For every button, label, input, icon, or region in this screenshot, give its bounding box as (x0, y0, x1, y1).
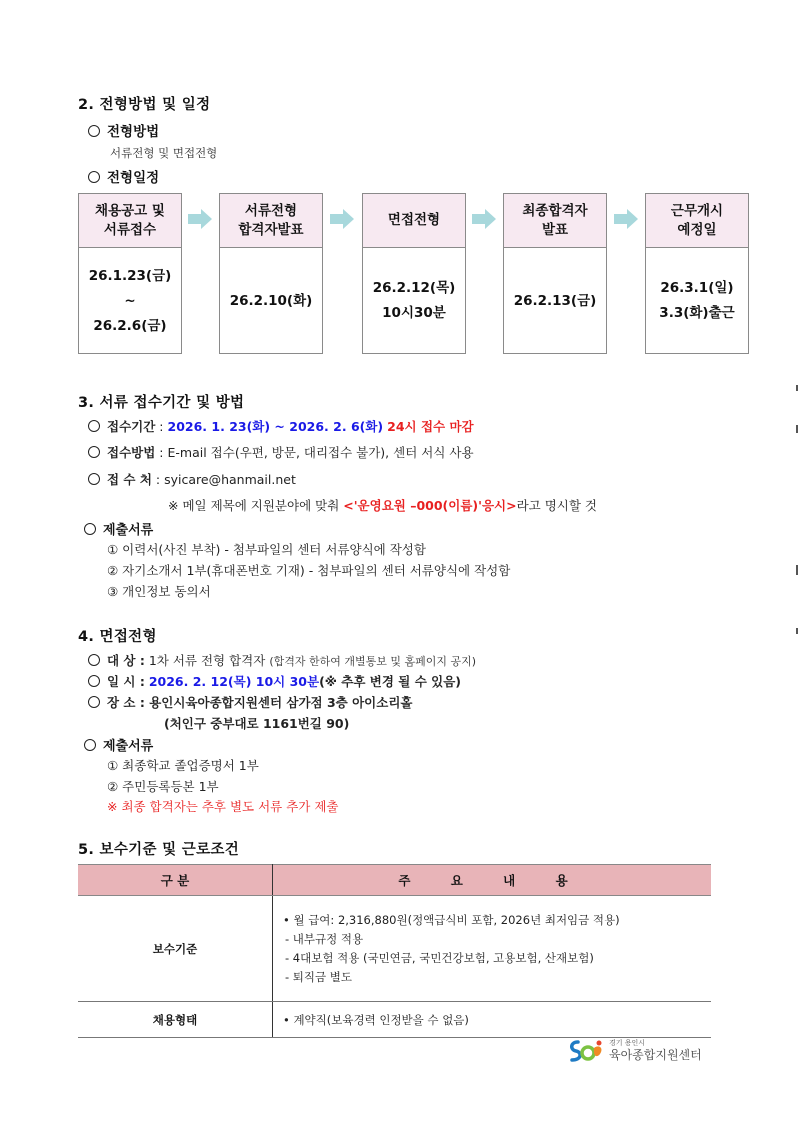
mail-subject-note: ※ 메일 제목에 지원분야에 맞춰 <'운영요원 –000(이름)'응시>라고 명시할 것 (168, 498, 597, 513)
recipient-row: 접 수 처 : syicare@hanmail.net (88, 470, 296, 488)
step-body: 26.2.13(금) (513, 292, 597, 309)
place-row: 장 소 : 용인시육아종합지원센터 삼가점 3층 아이소리홀 (88, 693, 412, 711)
right-arrow-icon (188, 209, 212, 229)
doc-item: ② 자기소개서 1부(휴대폰번호 기재) - 첨부파일의 센터 서류양식에 작성함 (107, 563, 511, 578)
circle-bullet-icon (88, 446, 100, 458)
edge-mark (796, 628, 798, 634)
circle-bullet-icon (88, 171, 100, 183)
period-row: 접수기간 : 2026. 1. 23(화) ~ 2026. 2. 6(화) 24시 접수 마감 (88, 417, 474, 435)
circle-bullet-icon (88, 654, 100, 666)
step-head: 최종합격자 발표 (504, 194, 606, 248)
right-arrow-icon (472, 209, 496, 229)
step-head: 채용공고 및 서류접수 (79, 194, 181, 248)
doc-item: ③ 개인정보 동의서 (107, 584, 211, 599)
docs-heading: 제출서류 (84, 735, 153, 754)
email-link[interactable]: syicare@hanmail.net (164, 472, 296, 487)
method-heading: 전형방법 (88, 120, 159, 140)
column-header: 구 분 (78, 865, 273, 896)
circle-bullet-icon (88, 696, 100, 708)
section4-title: 4. 면접전형 (78, 629, 157, 645)
circle-bullet-icon (84, 523, 96, 535)
circle-bullet-icon (88, 473, 100, 485)
table-row (78, 896, 711, 1002)
place-address: (처인구 중부대로 1161번길 90) (164, 716, 350, 731)
step-body: 26.1.23(금) ~ 26.2.6(금) (88, 267, 172, 334)
section5-title: 5. 보수기준 및 근로조건 (78, 842, 240, 858)
center-logo: 경기 용인시 육아종합지원센터 (566, 1038, 702, 1064)
schedule-step-4 (503, 193, 607, 354)
row-content: • 계약직(보육경력 인정받을 수 없음) (273, 1002, 712, 1038)
circle-bullet-icon (88, 125, 100, 137)
edge-mark (796, 385, 798, 391)
edge-mark (796, 425, 798, 433)
table-row (78, 1002, 711, 1038)
schedule-heading: 전형일정 (88, 166, 159, 186)
step-body: 26.2.12(목) 10시30분 (372, 280, 456, 321)
right-arrow-icon (330, 209, 354, 229)
schedule-step-5 (645, 193, 749, 354)
schedule-step-2 (219, 193, 323, 354)
center-logo-icon (566, 1038, 606, 1064)
row-content: • 월 급여: 2,316,880원(정액급식비 포함, 2026년 최저임금 적용) - 내부규정 적용 - 4대보험 적용 (국민연금, 국민건강보험, 고용보험, 산재보험) - 퇴직금 별도 (273, 896, 712, 1002)
row-label: 보수기준 (78, 896, 273, 1002)
conditions-table (78, 864, 711, 1038)
schedule-step-1 (78, 193, 182, 354)
table-header-row (78, 865, 711, 896)
column-header: 주 요 내 용 (273, 865, 712, 896)
edge-mark (796, 565, 798, 575)
section2-title: 2. 전형방법 및 일정 (78, 97, 211, 113)
row-label: 채용형태 (78, 1002, 273, 1038)
step-body: 26.3.1(일) 3.3(화)출근 (659, 280, 735, 321)
schedule-step-3 (362, 193, 466, 354)
step-head: 면접전형 (363, 194, 465, 248)
circle-bullet-icon (88, 675, 100, 687)
step-head: 근무개시 예정일 (646, 194, 748, 248)
period-deadline: 24시 접수 마감 (387, 419, 474, 434)
target-row: 대 상 : 1차 서류 전형 합격자 (합격자 한하여 개별통보 및 홈페이지 공지) (88, 651, 476, 669)
circle-bullet-icon (88, 420, 100, 432)
period-value: 2026. 1. 23(화) ~ 2026. 2. 6(화) (167, 419, 384, 434)
docs-heading: 제출서류 (84, 519, 153, 538)
date-row: 일 시 : 2026. 2. 12(목) 10시 30분(※ 추후 변경 될 수 있음) (88, 672, 461, 690)
right-arrow-icon (614, 209, 638, 229)
circle-bullet-icon (84, 739, 96, 751)
doc-item: ② 주민등록등본 1부 (107, 779, 219, 794)
method-row: 접수방법 : E-mail 접수(우편, 방문, 대리접수 불가), 센터 서식 사용 (88, 443, 474, 461)
step-body: 26.2.10(화) (229, 292, 313, 309)
section3-title: 3. 서류 접수기간 및 방법 (78, 395, 245, 411)
docs-note: ※ 최종 합격자는 추후 별도 서류 추가 제출 (107, 799, 339, 814)
doc-item: ① 최종학교 졸업증명서 1부 (107, 758, 259, 773)
doc-item: ① 이력서(사진 부착) - 첨부파일의 센터 서류양식에 작성함 (107, 542, 426, 557)
method-text: 서류전형 및 면접전형 (110, 146, 218, 160)
step-head: 서류전형 합격자발표 (220, 194, 322, 248)
